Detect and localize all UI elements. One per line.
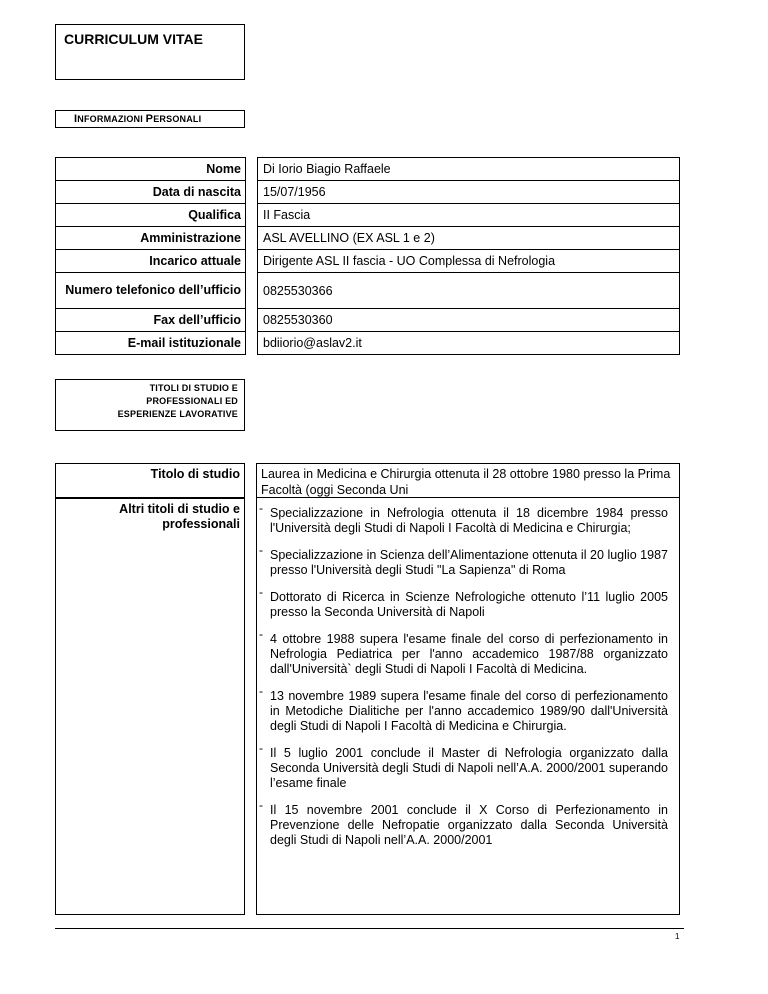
heading-cap: I — [74, 113, 78, 125]
field-value: 15/07/1956 — [258, 181, 680, 204]
list-item: - Specializzazione in Nefrologia ottenuta il 18 dicembre 1984 presso l'Università degli Studi di Napoli I Facoltà di Medicina e Chirurgia; — [270, 506, 668, 536]
field-value: bdiiorio@aslav2.it — [258, 332, 680, 355]
cv-title: CURRICULUM VITAE — [64, 31, 203, 47]
field-value: 0825530360 — [258, 309, 680, 332]
list-item: - 4 ottobre 1988 supera l'esame finale del corso di perfezionamento in Nefrologia Pediatrica per l'anno accademico 1987/88 organizzato dall'Università` degli Studi di Napoli I Facoltà di Medicina. — [270, 632, 668, 677]
heading-line: PROFESSIONALI ED — [146, 396, 238, 406]
field-value: Dirigente ASL II fascia - UO Complessa di Nefrologia — [258, 250, 680, 273]
field-value: ASL AVELLINO (EX ASL 1 e 2) — [258, 227, 680, 250]
field-label: Numero telefonico dell’ufficio — [56, 273, 246, 309]
field-label: Qualifica — [56, 204, 246, 227]
list-item: - Dottorato di Ricerca in Scienze Nefrologiche ottenuto l’11 luglio 2005 presso la Seconda Università di Napoli — [270, 590, 668, 620]
field-label: Fax dell’ufficio — [56, 309, 246, 332]
list-item: - Specializzazione in Scienza dell’Alimentazione ottenuta il 20 luglio 1987 presso l'Università degli Studi "La Sapienza" di Roma — [270, 548, 668, 578]
cv-title-box — [55, 24, 245, 80]
footer-divider — [55, 928, 684, 929]
heading-line: TITOLI DI STUDIO E — [149, 383, 238, 393]
table-row — [56, 204, 680, 227]
titolo-label: Titolo di studio — [55, 463, 245, 498]
field-value: 0825530366 — [258, 273, 680, 309]
table-row — [56, 181, 680, 204]
table-row — [56, 273, 680, 309]
page-number: 1 — [675, 932, 680, 941]
field-label: Nome — [56, 158, 246, 181]
heading-rest: ERSONALI — [153, 114, 202, 124]
list-item: - 13 novembre 1989 supera l'esame finale del corso di perfezionamento in Metodiche Dialitiche per l'anno accademico 1989/90 dall'Università degli Studi di Napoli I Facoltà di Medicina e Chirurgia. — [270, 689, 668, 734]
titolo-value: Laurea in Medicina e Chirurgia ottenuta il 28 ottobre 1980 presso la Prima Facoltà (oggi Seconda Uni — [256, 463, 680, 498]
section-heading-personal — [55, 110, 245, 128]
section-heading-titles — [55, 379, 245, 431]
list-item: - Il 5 luglio 2001 conclude il Master di Nefrologia organizzato dalla Seconda Università degli Studi di Napoli nell’A.A. 2000/2001 superando l’esame finale — [270, 746, 668, 791]
table-row — [56, 158, 680, 181]
table-row — [56, 332, 680, 355]
table-row — [56, 227, 680, 250]
list-item: - Il 15 novembre 2001 conclude il X Corso di Perfezionamento in Prevenzione delle Nefropatie organizzato dalla Seconda Università degli Studi di Napoli nell’A.A. 2000/2001 — [270, 803, 668, 848]
field-label: Amministrazione — [56, 227, 246, 250]
field-label: Data di nascita — [56, 181, 246, 204]
field-label: E-mail istituzionale — [56, 332, 246, 355]
field-value: II Fascia — [258, 204, 680, 227]
field-value: Di Iorio Biagio Raffaele — [258, 158, 680, 181]
table-row — [56, 309, 680, 332]
heading-rest: NFORMAZIONI — [77, 114, 146, 124]
table-row — [56, 250, 680, 273]
field-label: Incarico attuale — [56, 250, 246, 273]
heading-line: ESPERIENZE LAVORATIVE — [117, 409, 238, 419]
altri-titoli-label: Altri titoli di studio e professionali — [55, 498, 245, 915]
personal-info-table — [55, 157, 680, 355]
heading-cap: P — [145, 113, 154, 125]
